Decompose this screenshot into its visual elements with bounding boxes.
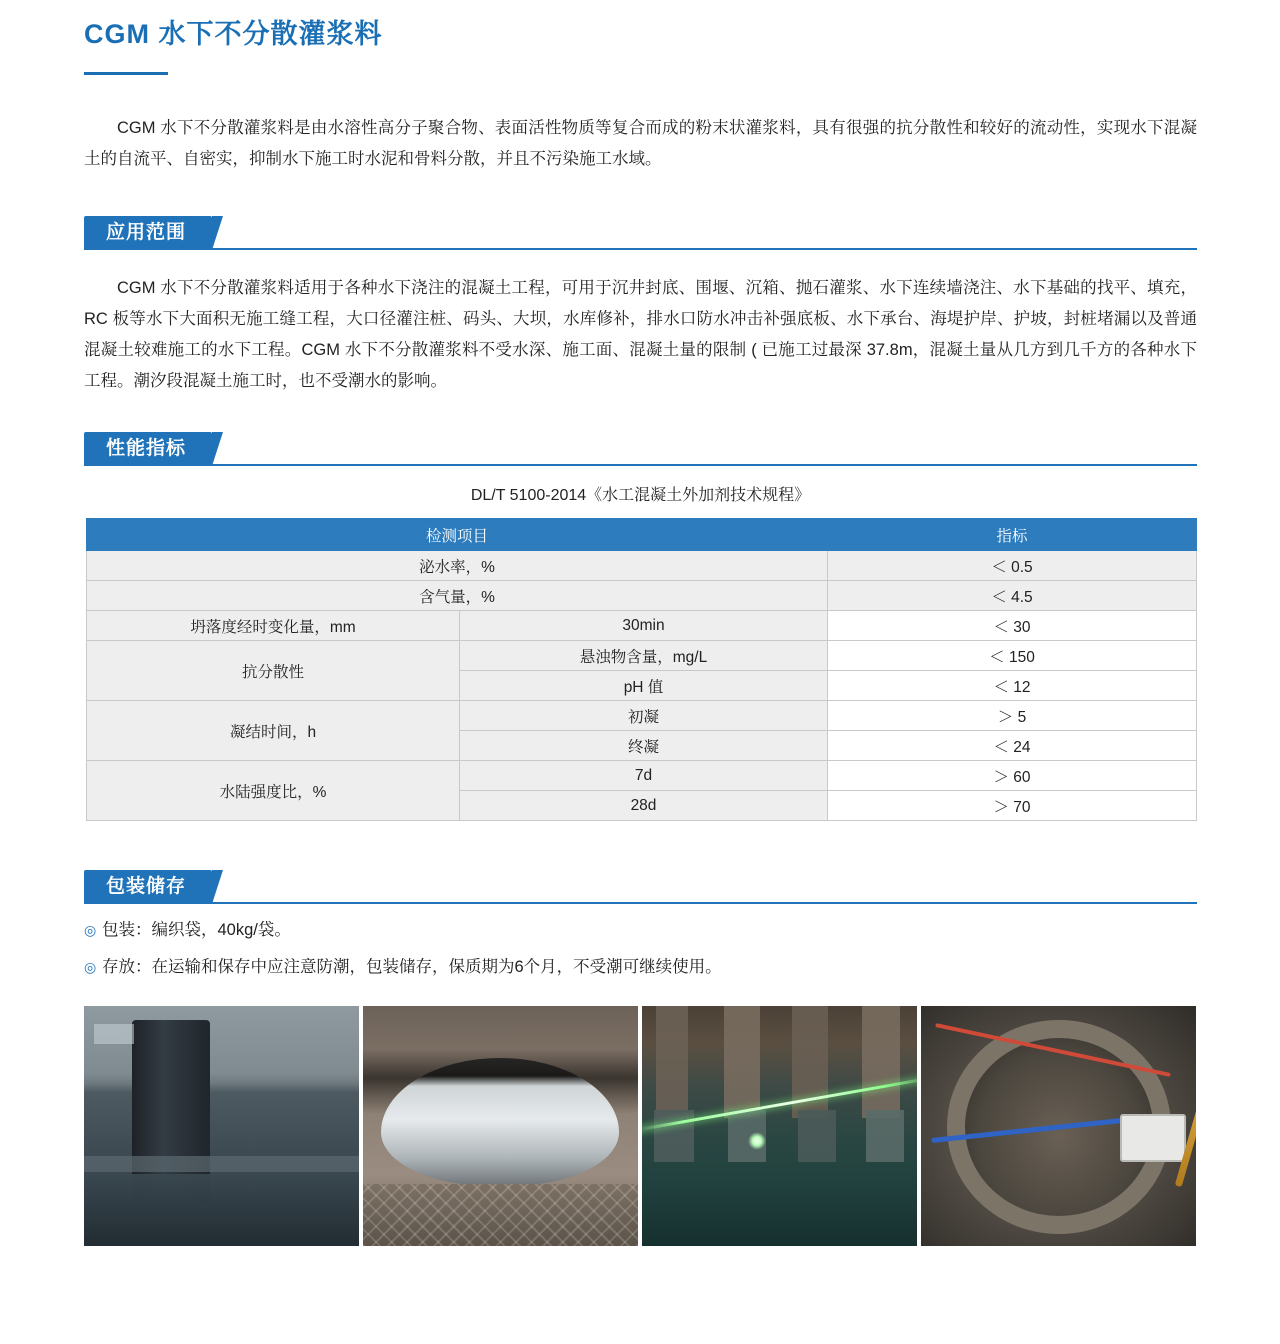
section-rule <box>84 464 1197 466</box>
section-heading-scope <box>84 216 1197 250</box>
list-item-text: 存放：在运输和保存中应注意防潮，包装储存，保质期为6个月，不受潮可继续使用。 <box>102 958 722 976</box>
row-label: 水陆强度比，% <box>87 761 460 821</box>
photo-piers <box>642 1110 917 1162</box>
bullet-icon: ◎ <box>84 959 97 975</box>
performance-table <box>86 518 1197 821</box>
list-item-text: 包装：编织袋，40kg/袋。 <box>102 921 291 939</box>
list-item <box>84 918 1197 942</box>
table-row <box>87 641 1197 671</box>
row-label: 含气量，% <box>87 581 828 611</box>
photo-green-laser-water <box>642 1006 917 1246</box>
section-rule <box>84 902 1197 904</box>
row-sublabel: 初凝 <box>460 701 828 731</box>
row-label: 坍落度经时变化量，mm <box>87 611 460 641</box>
photo-strip <box>84 1006 1196 1246</box>
row-value: ＞ 5 <box>828 701 1197 731</box>
row-sublabel: 28d <box>460 791 828 821</box>
row-value: ＜ 30 <box>828 611 1197 641</box>
table-header-item: 检测项目 <box>87 519 828 551</box>
row-label: 抗分散性 <box>87 641 460 701</box>
section-heading-performance <box>84 432 1197 466</box>
photo-control-panel <box>1120 1114 1186 1162</box>
section-heading-packaging <box>84 870 1197 904</box>
photo-wrapped-pile <box>363 1006 638 1246</box>
row-sublabel: 悬浊物含量，mg/L <box>460 641 828 671</box>
list-item <box>84 955 1197 979</box>
row-sublabel: 7d <box>460 761 828 791</box>
section-heading-performance-label: 性能指标 <box>84 432 212 466</box>
title-underline <box>84 72 168 75</box>
row-sublabel: pH 值 <box>460 671 828 701</box>
table-row <box>87 611 1197 641</box>
table-header-index: 指标 <box>828 519 1197 551</box>
row-sublabel: 终凝 <box>460 731 828 761</box>
table-row <box>87 551 1197 581</box>
row-value: ＞ 60 <box>828 761 1197 791</box>
intro-paragraph: CGM 水下不分散灌浆料是由水溶性高分子聚合物、表面活性物质等复合而成的粉末状灌浆料，具有很强的抗分散性和较好的流动性，实现水下混凝土的自流平、自密实，抑制水下施工时水泥和骨料分散，并且不污染施工水域。 <box>84 119 1197 168</box>
photo-laser-glow <box>748 1132 766 1150</box>
section-rule <box>84 248 1197 250</box>
table-row <box>87 761 1197 791</box>
photo-waterline <box>84 1156 359 1172</box>
row-label: 凝结时间，h <box>87 701 460 761</box>
table-row <box>87 701 1197 731</box>
table-caption: DL/T 5100-2014《水工混凝土外加剂技术规程》 <box>470 487 811 504</box>
section-heading-packaging-label: 包装储存 <box>84 870 212 904</box>
table-row <box>87 581 1197 611</box>
row-value: ＜ 24 <box>828 731 1197 761</box>
row-label: 泌水率，% <box>87 551 828 581</box>
row-value: ＜ 150 <box>828 641 1197 671</box>
row-sublabel: 30min <box>460 611 828 641</box>
photo-red-hose <box>935 1023 1171 1077</box>
section-heading-scope-label: 应用范围 <box>84 216 212 250</box>
row-value: ＜ 12 <box>828 671 1197 701</box>
page-title: CGM 水下不分散灌浆料 <box>84 19 383 49</box>
packaging-list <box>84 918 1197 992</box>
photo-shaft-hoses <box>921 1006 1196 1246</box>
scope-paragraph: CGM 水下不分散灌浆料适用于各种水下浇注的混凝土工程，可用于沉井封底、围堰、沉箱、抛石灌浆、水下连续墙浇注、水下基础的找平、填充，RC 板等水下大面积无施工缝工程，大口径灌注桩、码头、大坝，水库修补，排水口防水冲击补强底板、水下承台、海堤护岸、护坡，封桩堵漏以及普通混凝土较难施工的水下工程。CGM 水下不分散灌浆料不受水深、施工面、混凝土量的限制 ( 已施工过最深 37.8m，混凝土量从几方到几千方的各种水下工程。潮汐段混凝土施工时，也不受潮水的影响。 <box>84 279 1197 390</box>
row-value: ＜ 4.5 <box>828 581 1197 611</box>
row-value: ＞ 70 <box>828 791 1197 821</box>
row-value: ＜ 0.5 <box>828 551 1197 581</box>
photo-highlight <box>94 1024 134 1044</box>
table-header-row <box>87 519 1197 551</box>
bullet-icon: ◎ <box>84 922 97 938</box>
photo-pier-underwater <box>84 1006 359 1246</box>
